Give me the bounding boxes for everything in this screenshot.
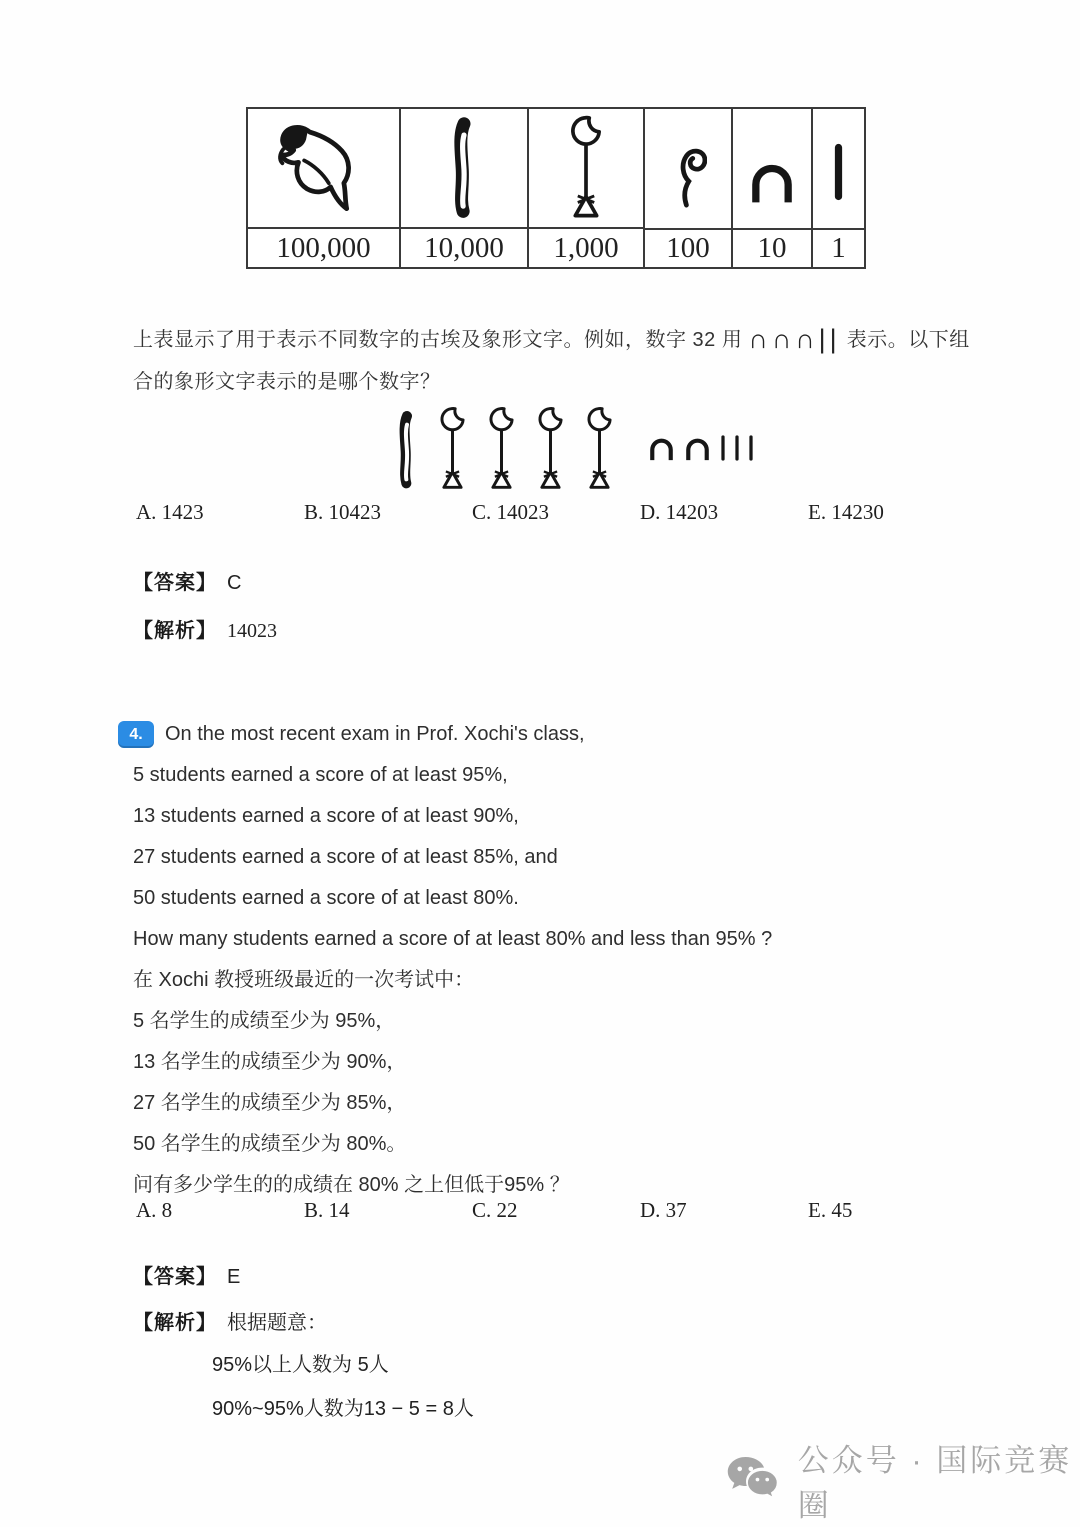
q4-chinese-line: 在 Xochi 教授班级最近的一次考试中：	[133, 969, 475, 991]
q4-line	[118, 714, 998, 755]
table-column-10	[733, 109, 813, 267]
watermark	[726, 1443, 1080, 1523]
q4-english-line: 13 students earned a score of at least 90%,	[133, 805, 519, 827]
wechat-icon	[726, 1453, 783, 1507]
q4-analysis-step: 90%~95%人数为13 − 5 = 8人	[212, 1398, 474, 1420]
coiled-rope-glyph-icon	[645, 109, 731, 228]
answer-value: C	[227, 572, 242, 594]
combo-lotus-glyph-icon	[581, 406, 618, 492]
combo-lotus-glyph-icon	[434, 406, 471, 492]
answer-value: E	[227, 1266, 241, 1288]
q4-option-d: D. 37	[640, 1198, 687, 1222]
q4-option-a: A. 8	[136, 1198, 173, 1222]
inline-hieroglyph-symbols: ∩∩∩||	[748, 324, 841, 354]
q4-english-line: On the most recent exam in Prof. Xochi's class,	[165, 723, 585, 745]
q4-chinese-line: 问有多少学生的的成绩在 80% 之上但低于95% ？	[133, 1174, 570, 1196]
analysis-intro: 根据题意：	[227, 1312, 327, 1334]
combo-stroke-glyph-icon	[734, 435, 740, 461]
q4-analysis-step: 95%以上人数为 5人	[212, 1354, 389, 1376]
combo-stroke-glyph-icon	[748, 435, 754, 461]
question-number-badge: 4.	[118, 721, 154, 748]
stroke-glyph-icon	[813, 109, 864, 228]
analysis-value: 14023	[227, 620, 277, 642]
combo-stroke-glyph-icon	[720, 435, 726, 461]
combo-heel-bone-glyph-icon	[648, 437, 675, 461]
analysis-label: 【解析】	[133, 620, 217, 642]
finger-glyph-icon	[401, 109, 527, 227]
hieroglyph-value-table	[246, 107, 866, 269]
answer-label: 【答案】	[133, 572, 217, 594]
q4-options-row	[0, 1198, 1080, 1226]
answer-label: 【答案】	[133, 1266, 217, 1288]
table-column-10000	[401, 109, 529, 267]
q3-analysis-line	[133, 614, 277, 643]
q3-options-row	[0, 500, 1080, 528]
table-value: 10,000	[401, 227, 527, 267]
q4-chinese-line: 5 名学生的成绩至少为 95%，	[133, 1010, 396, 1032]
watermark-text: 公众号 · 国际竞赛圈	[797, 1443, 1073, 1523]
combo-lotus-glyph-icon	[532, 406, 569, 492]
table-value: 10	[733, 228, 811, 267]
table-value: 1	[813, 228, 864, 268]
table-column-100000	[248, 109, 401, 267]
q4-english-line: 5 students earned a score of at least 95%,	[133, 764, 508, 786]
table-column-1	[813, 109, 864, 267]
q4-option-c: C. 22	[472, 1198, 518, 1222]
q4-english-line: 27 students earned a score of at least 85%, and	[133, 846, 558, 868]
q4-answer-line	[133, 1260, 240, 1289]
table-value: 100,000	[248, 227, 399, 267]
table-value: 1,000	[529, 227, 643, 267]
q4-english-line: 50 students earned a score of at least 80%.	[133, 887, 519, 909]
q4-option-b: B. 14	[304, 1198, 350, 1222]
q3-option-a: A. 1423	[136, 500, 204, 524]
q4-chinese-line: 13 名学生的成绩至少为 90%，	[133, 1051, 407, 1073]
table-column-1000	[529, 109, 645, 267]
hieroglyph-combination-figure	[394, 406, 762, 494]
q3-option-b: B. 10423	[304, 500, 382, 524]
combo-lotus-glyph-icon	[483, 406, 520, 492]
combo-finger-glyph-icon	[394, 410, 420, 490]
q4-option-e: E. 45	[808, 1198, 853, 1222]
q4-chinese-line: 27 名学生的成绩至少为 85%，	[133, 1092, 407, 1114]
q4-english-line: How many students earned a score of at least 80% and less than 95% ?	[133, 928, 773, 950]
analysis-label: 【解析】	[133, 1312, 217, 1334]
table-value: 100	[645, 228, 731, 267]
heel-bone-glyph-icon	[733, 109, 811, 228]
q3-intro-text-1: 上表显示了用于表示不同数字的古埃及象形文字。例如，数字 32 用	[133, 329, 749, 351]
q3-option-d: D. 14203	[640, 500, 719, 524]
question-4-block	[118, 714, 998, 1206]
combo-heel-bone-glyph-icon	[684, 437, 711, 461]
q3-option-c: C. 14023	[472, 500, 550, 524]
lotus-glyph-icon	[529, 109, 643, 227]
q4-chinese-line: 50 名学生的成绩至少为 80%。	[133, 1133, 407, 1155]
table-column-100	[645, 109, 733, 267]
q3-option-e: E. 14230	[808, 500, 884, 524]
q3-intro-text-2: 表示。以下组合的象形文字表示的是哪个数字？	[133, 329, 970, 393]
bird-tadpole-glyph-icon	[248, 109, 399, 227]
q3-answer-line	[133, 566, 241, 595]
q4-analysis-line	[133, 1306, 327, 1335]
q3-intro-paragraph	[133, 318, 971, 403]
